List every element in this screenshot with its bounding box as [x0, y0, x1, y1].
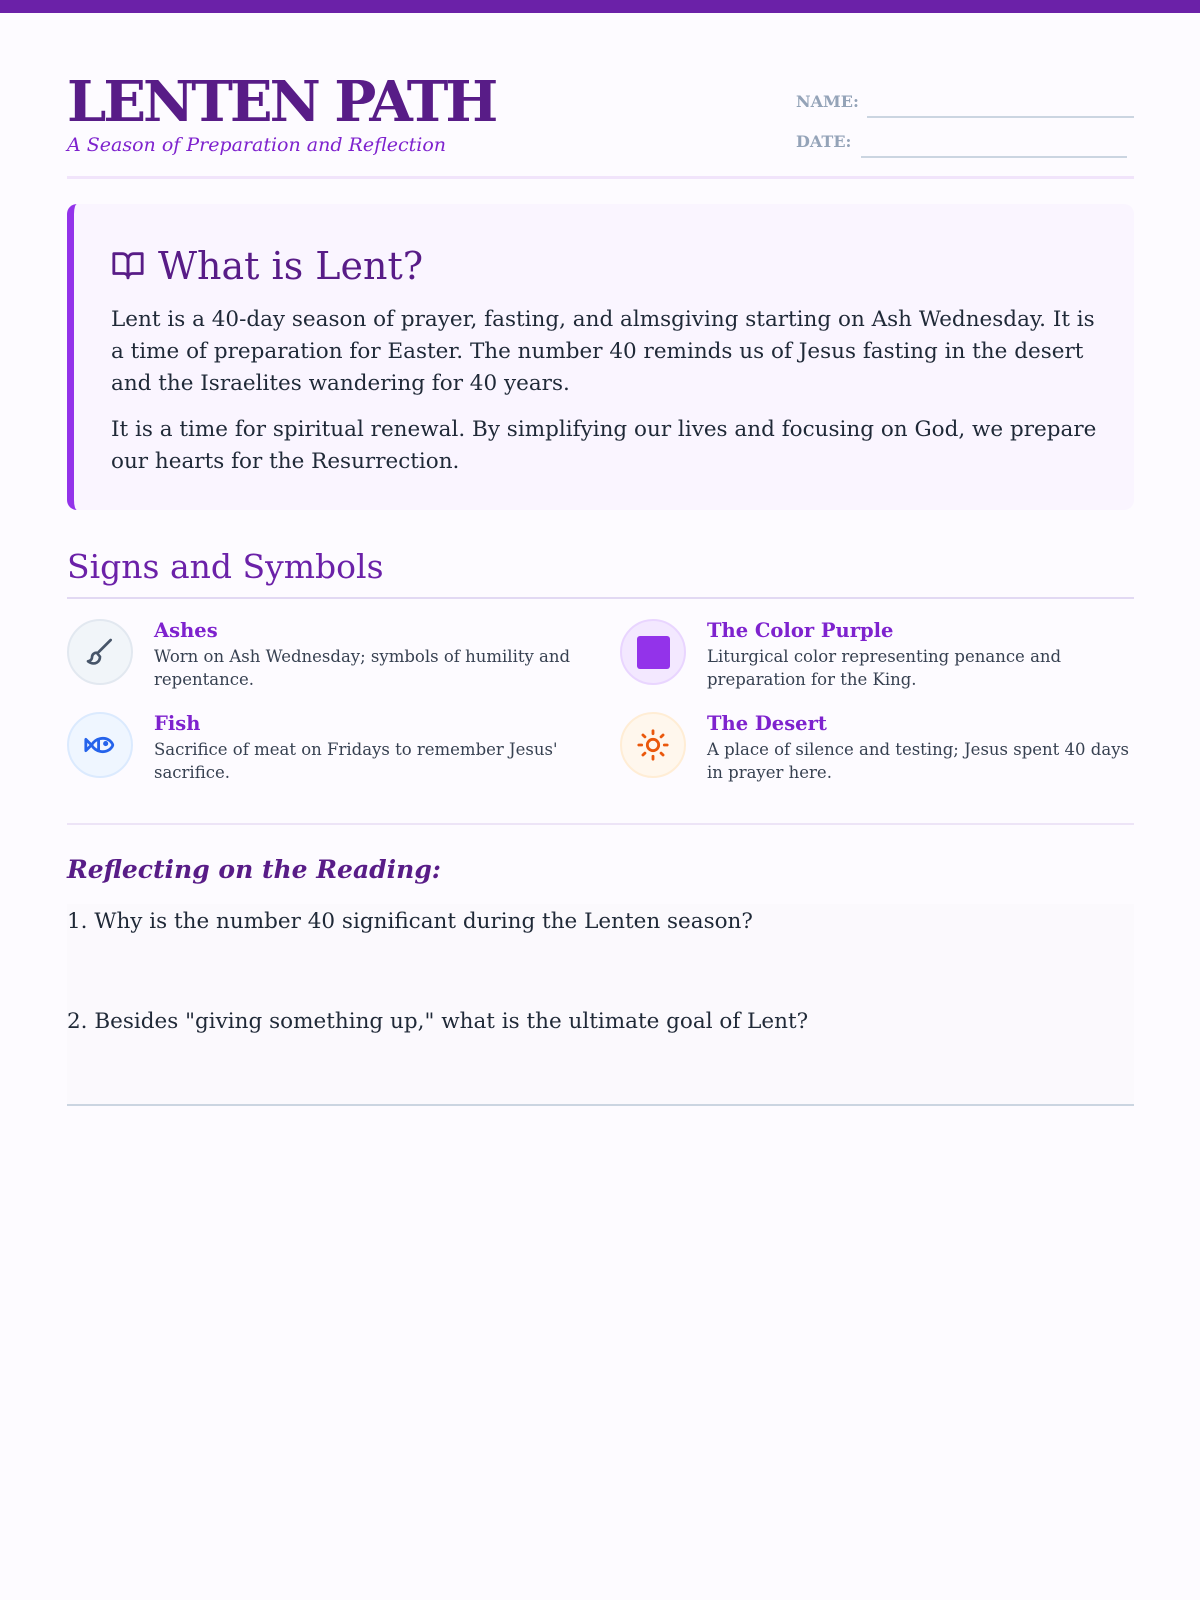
- top-accent-bar: [0, 0, 1200, 13]
- reflection-heading: Reflecting on the Reading:: [67, 855, 442, 884]
- lent-paragraph-2: It is a time for spiritual renewal. By simplifying our lives and focusing on God, we prepare our hearts for the Resurrection.: [111, 417, 1097, 474]
- ashes-icon-circle: [67, 619, 133, 685]
- symbol-color-purple: [620, 619, 1120, 699]
- symbol-name: Fish: [154, 712, 201, 735]
- name-field[interactable]: [867, 116, 1134, 118]
- question-2[interactable]: [67, 1004, 1134, 1106]
- symbol-description: Liturgical color representing penance and preparation for the King.: [707, 647, 1062, 689]
- question-text: 2. Besides "giving something up," what is the ultimate goal of Lent?: [67, 1009, 809, 1034]
- symbol-name: The Desert: [707, 712, 827, 735]
- symbol-name: Ashes: [154, 619, 218, 642]
- symbol-description: A place of silence and testing; Jesus spent 40 days in prayer here.: [707, 740, 1129, 782]
- page-title: LENTEN PATH: [67, 69, 496, 135]
- date-label: DATE:: [796, 132, 852, 151]
- symbol-name: The Color Purple: [707, 619, 894, 642]
- open-book-icon: [111, 248, 145, 282]
- symbol-desert: [620, 712, 1129, 792]
- lent-paragraph-1: Lent is a 40-day season of prayer, fasting, and almsgiving starting on Ash Wednesday. It is a time of preparation for Easter. The number 40 reminds us of Jesus fasting in the desert and the Israelites wandering for 40 years.: [111, 307, 1095, 396]
- sun-icon: [636, 728, 670, 762]
- sun-icon-circle: [620, 712, 686, 778]
- symbol-description: Worn on Ash Wednesday; symbols of humility and repentance.: [154, 647, 571, 689]
- purple-icon-circle: [620, 619, 686, 685]
- symbol-fish: [67, 712, 567, 792]
- lent-heading: What is Lent?: [158, 244, 424, 288]
- question-text: 1. Why is the number 40 significant during the Lenten season?: [67, 909, 753, 934]
- header: [67, 70, 1134, 179]
- question-1[interactable]: [67, 904, 1134, 1006]
- fish-icon-circle: [67, 712, 133, 778]
- section-divider: [67, 823, 1134, 825]
- fish-icon: [83, 728, 117, 762]
- symbol-ashes: [67, 619, 571, 699]
- symbol-description: Sacrifice of meat on Fridays to remember Jesus' sacrifice.: [154, 740, 558, 782]
- purple-square-icon: [637, 636, 670, 669]
- what-is-lent-box: [67, 204, 1134, 510]
- signs-symbols-title: Signs and Symbols: [67, 545, 1134, 599]
- brush-icon: [84, 636, 116, 668]
- page-subtitle: A Season of Preparation and Reflection: [67, 134, 447, 156]
- date-field[interactable]: [861, 156, 1127, 158]
- name-label: NAME:: [796, 92, 859, 111]
